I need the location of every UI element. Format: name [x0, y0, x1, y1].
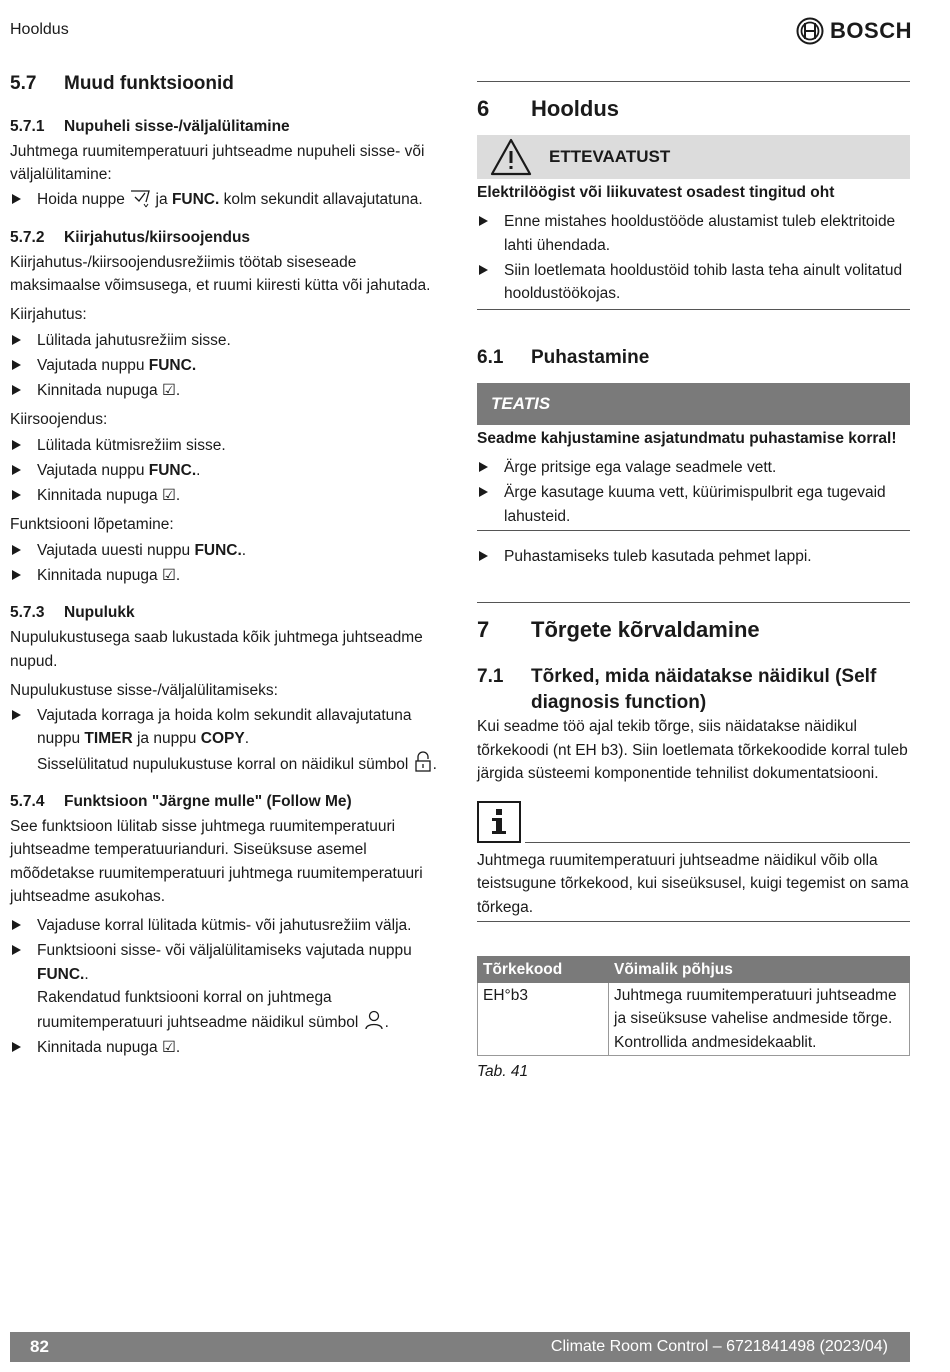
step-item: Ärge pritsige ega valage seadmele vett.	[477, 456, 910, 479]
step-item: Kinnitada nupuga ☑.	[10, 379, 450, 402]
step-item: Lülitada kütmisrežiim sisse.	[10, 434, 450, 457]
caution-headline: Elektrilöögist või liikuvatest osadest tingitud oht	[477, 184, 835, 201]
notice-label: TEATIS	[491, 394, 551, 413]
column-header: Võimalik põhjus	[609, 956, 910, 982]
section-5-7-heading: 5.7 Muud funktsioonid	[10, 73, 234, 94]
section-6-1-heading: 6.1 Puhastamine	[477, 347, 650, 369]
warning-triangle-icon	[489, 137, 533, 177]
fast-heating-label: Kiirsoojendus:	[10, 411, 108, 429]
divider	[525, 842, 910, 843]
page-number: 82	[30, 1337, 49, 1357]
brand-name: BOSCH	[830, 18, 912, 43]
section-5-7-2-text: Kiirjahutus-/kiirsoojendusrežiimis töötab siseseade maksimaalse võimsusega, et ruumi kiiresti kütta või jahutada.	[10, 253, 431, 294]
section-5-7-1-steps	[10, 188, 450, 211]
section-7-1-text: Kui seadme töö ajal tekib tõrge, siis näidatakse näidikul tõrkekoodi (nt EH b3). Siin loetlemata tõrkekoodide korral tuleb järgida süsteemi komponentide tehnilist dokumentatsiooni.	[477, 718, 908, 782]
info-icon	[477, 801, 521, 843]
table-row	[478, 983, 910, 1056]
notice-headline: Seadme kahjustamine asjatundmatu puhastamise korral!	[477, 429, 897, 447]
left-column	[10, 70, 450, 1062]
key-lock-steps	[10, 704, 450, 776]
fast-cooling-label: Kiirjahutus:	[10, 306, 87, 324]
bosch-logo	[796, 14, 912, 47]
divider	[477, 309, 910, 310]
step-item: Vajutada nuppu FUNC..	[10, 459, 450, 482]
table-caption: Tab. 41	[477, 1062, 529, 1080]
right-column	[477, 70, 910, 1083]
person-icon	[363, 1009, 385, 1031]
fast-heating-steps	[10, 434, 450, 508]
caution-steps	[477, 210, 910, 305]
step-item: Lülitada jahutusrežiim sisse.	[10, 329, 450, 352]
step-item: Vajutada nuppu FUNC.	[10, 354, 450, 377]
section-5-7-3-text: Nupulukustusega saab lukustada kõik juhtmega juhtseadme nupud.	[10, 629, 423, 670]
bosch-armature-icon	[796, 17, 824, 45]
section-5-7-3-heading: 5.7.3 Nupulukk	[10, 604, 135, 621]
function-end-label: Funktsiooni lõpetamine:	[10, 516, 174, 534]
caution-label: ETTEVAATUST	[549, 147, 671, 167]
section-5-7-4-heading: 5.7.4 Funktsioon "Järgne mulle" (Follow Me)	[10, 792, 352, 810]
step-item: Kinnitada nupuga ☑.	[10, 564, 450, 587]
step-item: Vajutada korraga ja hoida kolm sekundit allavajutatuna nuppu TIMER ja nuppu COPY. Sisselülitatud nupulukustuse korral on näidikul sümbol .	[10, 704, 450, 776]
step-item: Hoida nuppe ja FUNC. kolm sekundit allavajutatuna.	[10, 188, 450, 211]
error-code-table	[477, 956, 910, 1056]
divider	[477, 921, 910, 922]
info-header	[477, 801, 910, 843]
step-item: Kinnitada nupuga ☑.	[10, 1036, 450, 1059]
table-header-row	[478, 956, 910, 982]
column-header: Tõrkekood	[478, 956, 609, 982]
step-item: Vajaduse korral lülitada kütmis- või jahutusrežiim välja.	[10, 914, 450, 937]
confirm-button-icon	[129, 188, 151, 208]
step-item: Siin loetlemata hooldustöid tohib lasta teha ainult volitatud hooldustöökojas.	[477, 259, 910, 306]
step-item: Kinnitada nupuga ☑.	[10, 484, 450, 507]
running-header: Hooldus	[10, 21, 69, 38]
section-5-7-4-text: See funktsioon lülitab sisse juhtmega ruumitemperatuuri juhtseadme temperatuurianduri. Siseüksuse asemel mõõdetakse ruumitemperatuuri juhtmega ruumitemperatuuri juhtseadme asukohas.	[10, 818, 423, 905]
document-reference: Climate Room Control – 6721841498 (2023/04)	[550, 1338, 888, 1355]
page-footer	[10, 1332, 910, 1362]
step-item: Vajutada uuesti nuppu FUNC..	[10, 539, 450, 562]
divider	[477, 602, 910, 603]
info-text: Juhtmega ruumitemperatuuri juhtseadme näidikul võib olla teistsugune tõrkekood, kui siseüksusel, kuigi tegemist on sama tõrkega.	[477, 852, 909, 916]
section-5-7-1-heading: 5.7.1 Nupuheli sisse-/väljalülitamine	[10, 117, 290, 135]
error-code-cell: EH°b3	[478, 983, 609, 1056]
notice-steps	[477, 456, 910, 528]
error-cause-cell: Juhtmega ruumitemperatuuri juhtseadme ja siseüksuse vahelise andmeside tõrge. Kontrollida andmesidekaablit.	[609, 983, 910, 1056]
key-lock-label: Nupulukustuse sisse-/väljalülitamiseks:	[10, 681, 278, 699]
section-5-7-1-text: Juhtmega ruumitemperatuuri juhtseadme nupuheli sisse- või väljalülitamine:	[10, 142, 425, 183]
lock-icon	[413, 751, 433, 773]
notice-banner	[477, 383, 910, 425]
step-item: Puhastamiseks tuleb kasutada pehmet lappi.	[477, 545, 910, 568]
follow-me-steps	[10, 914, 450, 1060]
section-6-heading: 6 Hooldus	[477, 96, 619, 121]
cleaning-steps	[477, 545, 910, 568]
divider	[477, 530, 910, 531]
step-item: Ärge kasutage kuuma vett, küürimispulbrit ega tugevaid lahusteid.	[477, 481, 910, 528]
section-7-1-heading: 7.1 Tõrked, mida näidatakse näidikul (Self diagnosis function)	[477, 666, 877, 713]
divider	[477, 81, 910, 82]
step-item: Enne mistahes hooldustööde alustamist tuleb elektritoide lahti ühendada.	[477, 210, 910, 257]
caution-banner	[477, 135, 910, 179]
section-7-heading: 7 Tõrgete kõrvaldamine	[477, 617, 760, 642]
step-item: Funktsiooni sisse- või väljalülitamiseks vajutada nuppu FUNC.. Rakendatud funktsiooni korral on juhtmega ruumitemperatuuri juhtseadme näidikul sümbol .	[10, 939, 450, 1034]
section-5-7-2-heading: 5.7.2 Kiirjahutus/kiirsoojendus	[10, 228, 251, 246]
fast-cooling-steps	[10, 329, 450, 403]
function-end-steps	[10, 539, 450, 588]
